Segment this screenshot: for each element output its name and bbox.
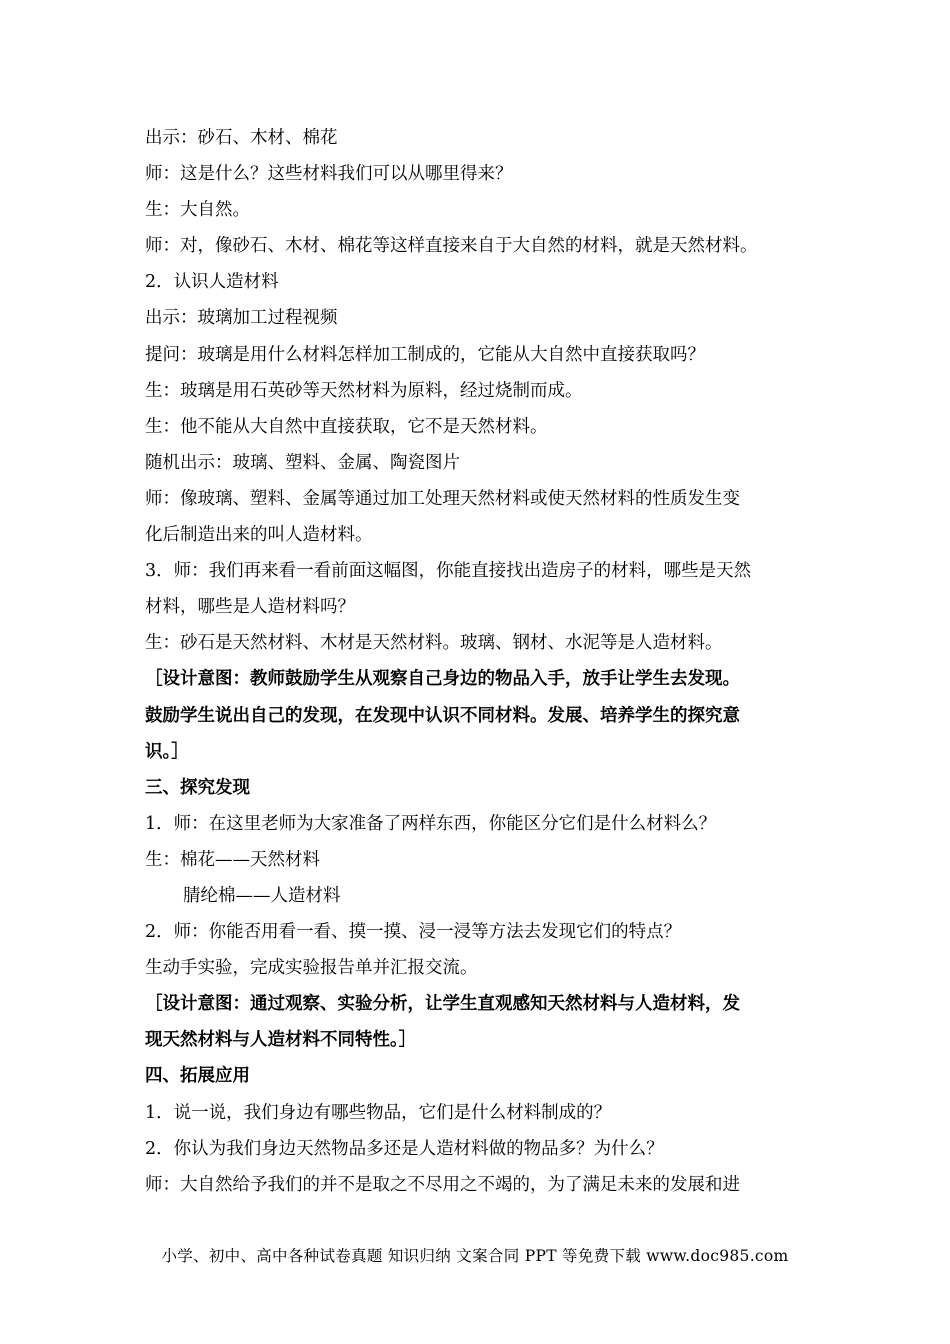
text-line: 1．师：在这里老师为大家准备了两样东西，你能区分它们是什么材料么？ — [145, 813, 717, 834]
section-heading: 三、探究发现 — [145, 777, 250, 798]
design-intent-note: 识。］ — [145, 741, 189, 762]
text-line: 随机出示：玻璃、塑料、金属、陶瓷图片 — [145, 452, 460, 473]
text-line: 材料，哪些是人造材料吗？ — [145, 597, 355, 618]
text-line: 师：这是什么？这些材料我们可以从哪里得来？ — [145, 164, 513, 185]
text-line: 出示：玻璃加工过程视频 — [145, 308, 338, 329]
text-line: 生：他不能从大自然中直接获取，它不是天然材料。 — [145, 416, 548, 437]
text-line: 3．师：我们再来看一看前面这幅图，你能直接找出造房子的材料，哪些是天然 — [145, 561, 752, 582]
text-line: 2．你认为我们身边天然物品多还是人造材料做的物品多？为什么？ — [145, 1138, 664, 1159]
design-intent-note: 现天然材料与人造材料不同特性。］ — [145, 1030, 417, 1051]
text-line: 生：玻璃是用石英砂等天然材料为原料，经过烧制而成。 — [145, 380, 583, 401]
text-line: 1．说一说，我们身边有哪些物品，它们是什么材料制成的？ — [145, 1102, 612, 1123]
design-intent-note: ［设计意图：通过观察、实验分析，让学生直观感知天然材料与人造材料，发 — [145, 994, 740, 1015]
text-line: 生：大自然。 — [145, 200, 250, 221]
design-intent-note: 鼓励学生说出自己的发现，在发现中认识不同材料。发展、培养学生的探究意 — [145, 705, 740, 726]
text-line: 提问：玻璃是用什么材料怎样加工制成的，它能从大自然中直接获取吗？ — [145, 344, 705, 365]
document-body — [145, 120, 813, 1203]
text-line: 师：大自然给予我们的并不是取之不尽用之不竭的，为了满足未来的发展和进 — [145, 1174, 740, 1195]
page-footer: 小学、初中、高中各种试卷真题 知识归纳 文案合同 PPT 等免费下载 www.doc985.com — [161, 1247, 789, 1265]
text-line: 化后制造出来的叫人造材料。 — [145, 525, 373, 546]
design-intent-note: ［设计意图：教师鼓励学生从观察自己身边的物品入手，放手让学生去发现。 — [145, 669, 740, 690]
subsection-title: 2．认识人造材料 — [145, 272, 279, 293]
text-line: 腈纶棉——人造材料 — [183, 885, 341, 906]
text-line: 师：对，像砂石、木材、棉花等这样直接来自于大自然的材料，就是天然材料。 — [145, 236, 758, 257]
text-line: 生动手实验，完成实验报告单并汇报交流。 — [145, 958, 478, 979]
text-line: 生：砂石是天然材料、木材是天然材料。玻璃、钢材、水泥等是人造材料。 — [145, 633, 723, 654]
text-line: 出示：砂石、木材、棉花 — [145, 128, 338, 148]
text-line: 生：棉花——天然材料 — [145, 849, 320, 870]
text-line: 2．师：你能否用看一看、摸一摸、浸一浸等方法去发现它们的特点？ — [145, 922, 682, 943]
section-heading: 四、拓展应用 — [145, 1066, 250, 1087]
text-line: 师：像玻璃、塑料、金属等通过加工处理天然材料或使天然材料的性质发生变 — [145, 488, 740, 509]
